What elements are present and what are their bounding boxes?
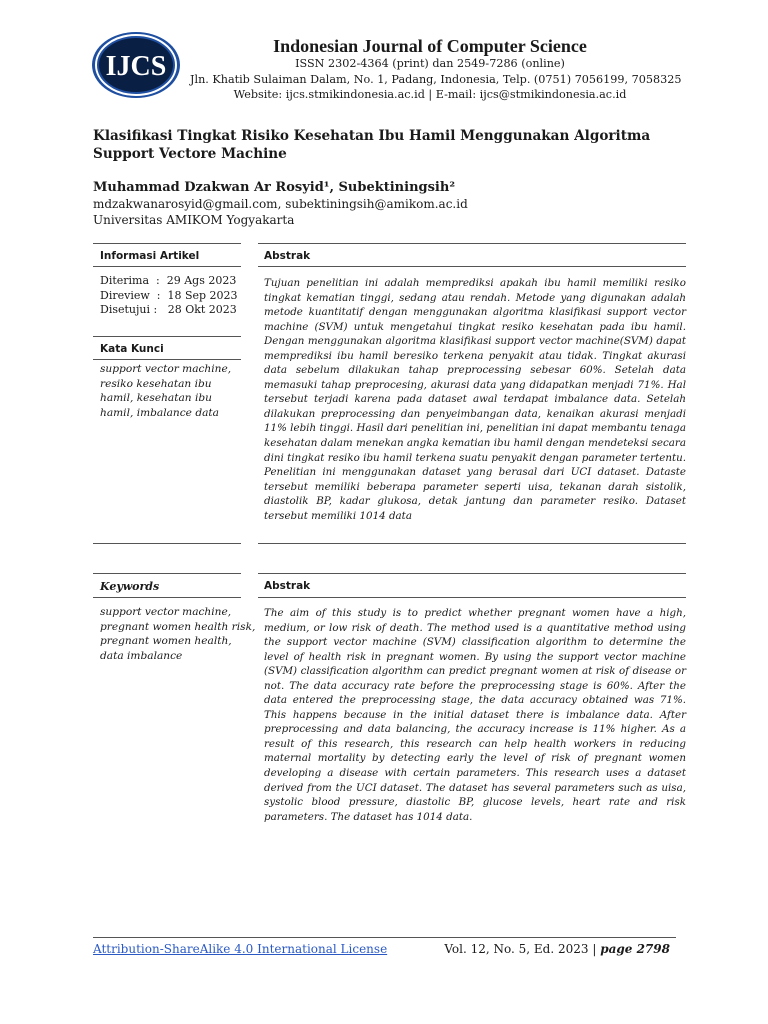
footer-divider bbox=[93, 937, 676, 938]
divider bbox=[93, 597, 241, 598]
keywords-heading-en: Keywords bbox=[100, 580, 160, 593]
logo-text: IJCS bbox=[105, 51, 167, 82]
footer-volume bbox=[444, 942, 670, 956]
date-accepted: Disetujui : 28 Okt 2023 bbox=[100, 303, 237, 316]
abstract-heading-id: Abstrak bbox=[264, 250, 311, 262]
abstract-en: The aim of this study is to predict whether pregnant women have a high, medium, or low risk of death. The method used is a quantitative method using the support vector machine (SVM) classification algorithm to determine the level of health risk in pregnant women. By using the support vector machine (SVM) classification algorithm can predict pregnant women at risk of disease or not. The data accuracy rate before the preprocessing stage is 60%. After the data entered the preprocessing stage, the data accuracy obtained was 71%. This happens because in the initial dataset there is imbalance data. After preprocessing and data balancing, the accuracy increase is 11% higher. As a result of this research, this research can help health workers in reducing maternal mortality by detecting early the level of risk of pregnant women developing a disease with certain parameters. This research uses a dataset derived from the UCI dataset. The dataset has several parameters such as uisa, systolic blood pressure, diastolic BP, glucose levels, heart rate and risk parameters. The dataset has 1014 data. bbox=[264, 607, 686, 823]
author-emails: mdzakwanarosyid@gmail.com, subektiningsih@amikom.ac.id bbox=[93, 197, 468, 211]
volume-text: Vol. 12, No. 5, Ed. 2023 | bbox=[444, 942, 597, 956]
license-link[interactable]: Attribution-ShareAlike 4.0 International License bbox=[93, 942, 388, 956]
abstract-id: Tujuan penelitian ini adalah memprediksi apakah ibu hamil memiliki resiko tingkat kematian tinggi, sedang atau rendah. Metode yang digunakan adalah metode kuantitatif dengan menggunakan algoritma klasifikasi support vector machine (SVM) untuk mengetahui tingkat resiko kesehatan pada ibu hamil. Dengan menggunakan algoritma klasifikasi support vector machine(SVM) dapat memprediksi ibu hamil beresiko terkena penyakit atau tidak. Tingkat akurasi data sebelum dilakukan tahap preprocessing sebesar 60%. Setelah data memasuki tahap preprocesing, akurasi data yang didapatkan menjadi 71%. Hal tersebut terjadi karena pada dataset awal terdapat imbalance data. Setelah dilakukan preprocessing dan penyeimbangan data, kenaikan akurasi menjadi 11% lebih tinggi. Hasil dari penelitian ini, penelitian ini dapat membantu tenaga kesehatan dalam menekan angka kematian ibu hamil dengan mendeteksi secara dini tingkat resiko ibu hamil terkena suatu penyakit dengan parameter tertentu. Penelitian ini menggunakan dataset yang berasal dari UCI dataset. Dataste tersebut memiliki beberapa parameter seperti uisa, tekanan darah sistolik, diastolik BP, kadar glukosa, detak jantung dan parameter resiko. Dataset tersebut memiliki 1014 data bbox=[264, 277, 686, 522]
divider bbox=[258, 243, 686, 244]
divider bbox=[93, 573, 241, 574]
journal-title: Indonesian Journal of Computer Science bbox=[273, 36, 587, 56]
issn-line: ISSN 2302-4364 (print) dan 2549-7286 (online) bbox=[295, 57, 565, 70]
article-dates bbox=[100, 274, 238, 318]
abstract-heading-en: Abstrak bbox=[264, 580, 311, 592]
keywords-en: support vector machine, pregnant women health risk, pregnant women health, data imbalance bbox=[100, 606, 256, 662]
divider bbox=[93, 543, 241, 544]
keywords-heading-id: Kata Kunci bbox=[100, 343, 164, 355]
divider bbox=[258, 266, 686, 267]
divider bbox=[93, 359, 241, 360]
divider bbox=[258, 597, 686, 598]
keywords-id: support vector machine, resiko kesehatan ibu hamil, kesehatan ibu hamil, imbalance data bbox=[100, 363, 232, 419]
divider bbox=[93, 243, 241, 244]
divider bbox=[258, 543, 686, 544]
affiliation: Universitas AMIKOM Yogyakarta bbox=[93, 213, 295, 227]
info-heading: Informasi Artikel bbox=[100, 250, 200, 262]
address-line: Jln. Khatib Sulaiman Dalam, No. 1, Padang, Indonesia, Telp. (0751) 7056199, 7058325 bbox=[190, 73, 682, 86]
date-reviewed: Direview : 18 Sep 2023 bbox=[100, 288, 238, 302]
divider bbox=[93, 336, 241, 337]
ijcs-logo bbox=[90, 30, 182, 100]
authors: Muhammad Dzakwan Ar Rosyid¹, Subektiningsih² bbox=[93, 180, 456, 195]
divider bbox=[93, 266, 241, 267]
page-number: page 2798 bbox=[600, 942, 670, 956]
paper-title: Klasifikasi Tingkat Risiko Kesehatan Ibu Hamil Menggunakan Algoritma Support Vectore Machine bbox=[93, 128, 651, 162]
website-line: Website: ijcs.stmikindonesia.ac.id | E-mail: ijcs@stmikindonesia.ac.id bbox=[233, 88, 627, 101]
date-received: Diterima : 29 Ags 2023 bbox=[100, 274, 237, 287]
divider bbox=[258, 573, 686, 574]
